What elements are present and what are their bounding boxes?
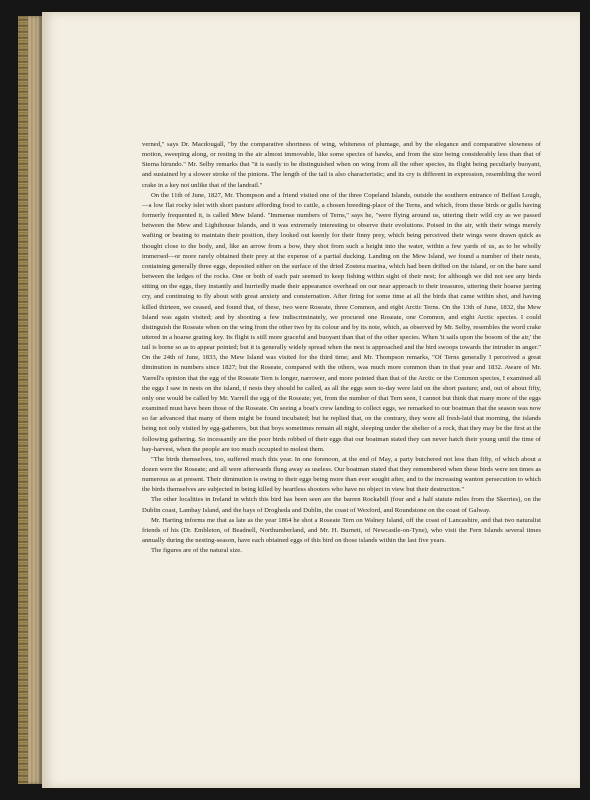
paragraph-4: The other localities in Ireland in which this bird has been seen are the barren Rockabill (four and a half statute miles from the Skerries), on the Dublin coast, Lambay Island, and the bays of Drogheda and Dublin, the coast of Wexford, and Roundstone on the coast of Galway. [142, 496, 541, 514]
book-page [42, 12, 580, 788]
paragraph-5: Mr. Harting informs me that as late as the year 1864 he shot a Roseate Tern on Walney Island, off the coast of Lancashire, and that two naturalist friends of his (Dr. Embleton, of Beadnell, Northumberland, and Mr. H. Burnett, of Newcastle-on-Tyne), who visit the Fern Islands several times annually during the nesting-season, have each obtained eggs of this bird on those islands within the last five years. [142, 516, 541, 545]
body-text [142, 140, 541, 556]
paragraph-6: The figures are of the natural size. [151, 547, 242, 555]
book-page-edges [18, 16, 42, 784]
paragraph-3: "The birds themselves, too, suffered much this year. In one forenoon, at the end of May, a party butchered not less than fifty, of which about a dozen were the Roseate; and all were afterwards flung away as useless. Our boatman stated that they remembered when these birds were ten times as numerous as at present. Their diminution is owing to their eggs being more than ever sought after, and to the increasing wanton persecution to which the birds themselves are subjected in being killed by heartless shooters who have no object in view but their destruction." [142, 455, 541, 494]
paragraph-2: On the 11th of June, 1827, Mr. Thompson and a friend visited one of the three Copeland Islands, outside the southern entrance of Belfast Lough,—a low flat rocky islet with short pasture affording food to cattle, a chosen breeding-place of the Terns, and which, from these birds or gulls having formerly frequented it, is called Mew Island. "Immense numbers of Terns," says he, "were flying around us, uttering their wild cry as we passed between the Mew and Lighthouse Islands, and it was extremely interesting to observe their evolutions. Poised in the air, with their wings merely wafting or beating to maintain their position, they looked out keenly for their finny prey, which being perceived their wings were drawn quick as thought close to the body, and, like an arrow from a bow, they shot from such a height into the water, within a few yards of us, as to be wholly immersed—or more rarely obtained their prey at the expense of a partial ducking. Landing on the Mew Island, we found a number of their nests, containing generally three eggs, deposited either on the surface of the dried Zostera marina, which had been drifted on the island, or on the bare sand between the ledges of the rocks. One or both of each pair seemed to keep fishing within sight of their nest; for although we did not see any birds sitting on the eggs, they instantly and hurriedly made their appearance overhead on our near approach to their treasures, uttering their hoarse jarring cry, and continuing to fly about with great anxiety and consternation. After firing for some time at all the birds that came within shot, and having killed thirteen, we ceased, and found that, of these, two were Roseate, three Common, and eight Arctic Terns. On the 13th of June, 1832, the Mew Island was again visited; and by shooting a few indiscriminately, we procured one Roseate, one Common, and eight Arctic species. I could distinguish the Roseate when on the wing from the other two by its colour and by its note, which, as observed by Mr. Selby, resembles the word crake uttered in a hoarse grating key. Its flight is still more graceful and buoyant than that of the other species. When 'it sails upon the bosom of the air,' the tail is borne so as to appear pointed; but it is generally widely spread when the nest is approached and the bird swoops towards the intruder in anger." On the 24th of June, 1833, the Mew Island was visited for the third time; and Mr. Thompson remarks, "Of Terns generally I perceived a great diminution in numbers since 1827; but the Roseate, compared with the others, was much more common than in that year and 1832. Aware of Mr. Yarrell's opinion that the egg of the Roseate Tern is longer, narrower, and more pointed than that of the Arctic or the Common species, I examined all the eggs I saw in nests on the island, if nests they should be called, as all the eggs seen to-day were laid on the short pasture; and, out of about fifty, only one would be called by Mr. Yarrell the egg of the Roseate; yet, from the number of that Tern seen, I cannot but think that many more of the eggs examined must have been those of the Roseate. On seeing a boat's crew landing to collect eggs, we remarked to our boatman that the season was now so far advanced that many of them might be found incubated; but he replied that, on the contrary, they were all fresh-laid that morning, the islands being not only visited by egg-gatherers, but that boys sometimes remain all night, sleeping under the shelter of a rock, that they may be the first at the following gathering. So incessantly are the poor birds robbed of their eggs that our boatman stated they can never hatch their young until the time of hay-harvest, when the people are too much occupied to molest them. [142, 191, 541, 453]
paragraph-1: verned," says Dr. Macdougall, "by the comparative shortness of wing, whiteness of plumage, and by the elegance and comparative slowness of motion, sweeping along, or resting in the air almost immovable, like some species of hawks, and from the size being considerably less than that of Sterna hirundo." Mr. Selby remarks that "it is easily to be distinguished when on wing from all the other species, its flight being peculiarly buoyant, and sustained by a slower stroke of the pinions. The length of the tail is also characteristic; and its cry is different in expression, resembling the word crake in a key not unlike that of the landrail." [142, 141, 541, 189]
